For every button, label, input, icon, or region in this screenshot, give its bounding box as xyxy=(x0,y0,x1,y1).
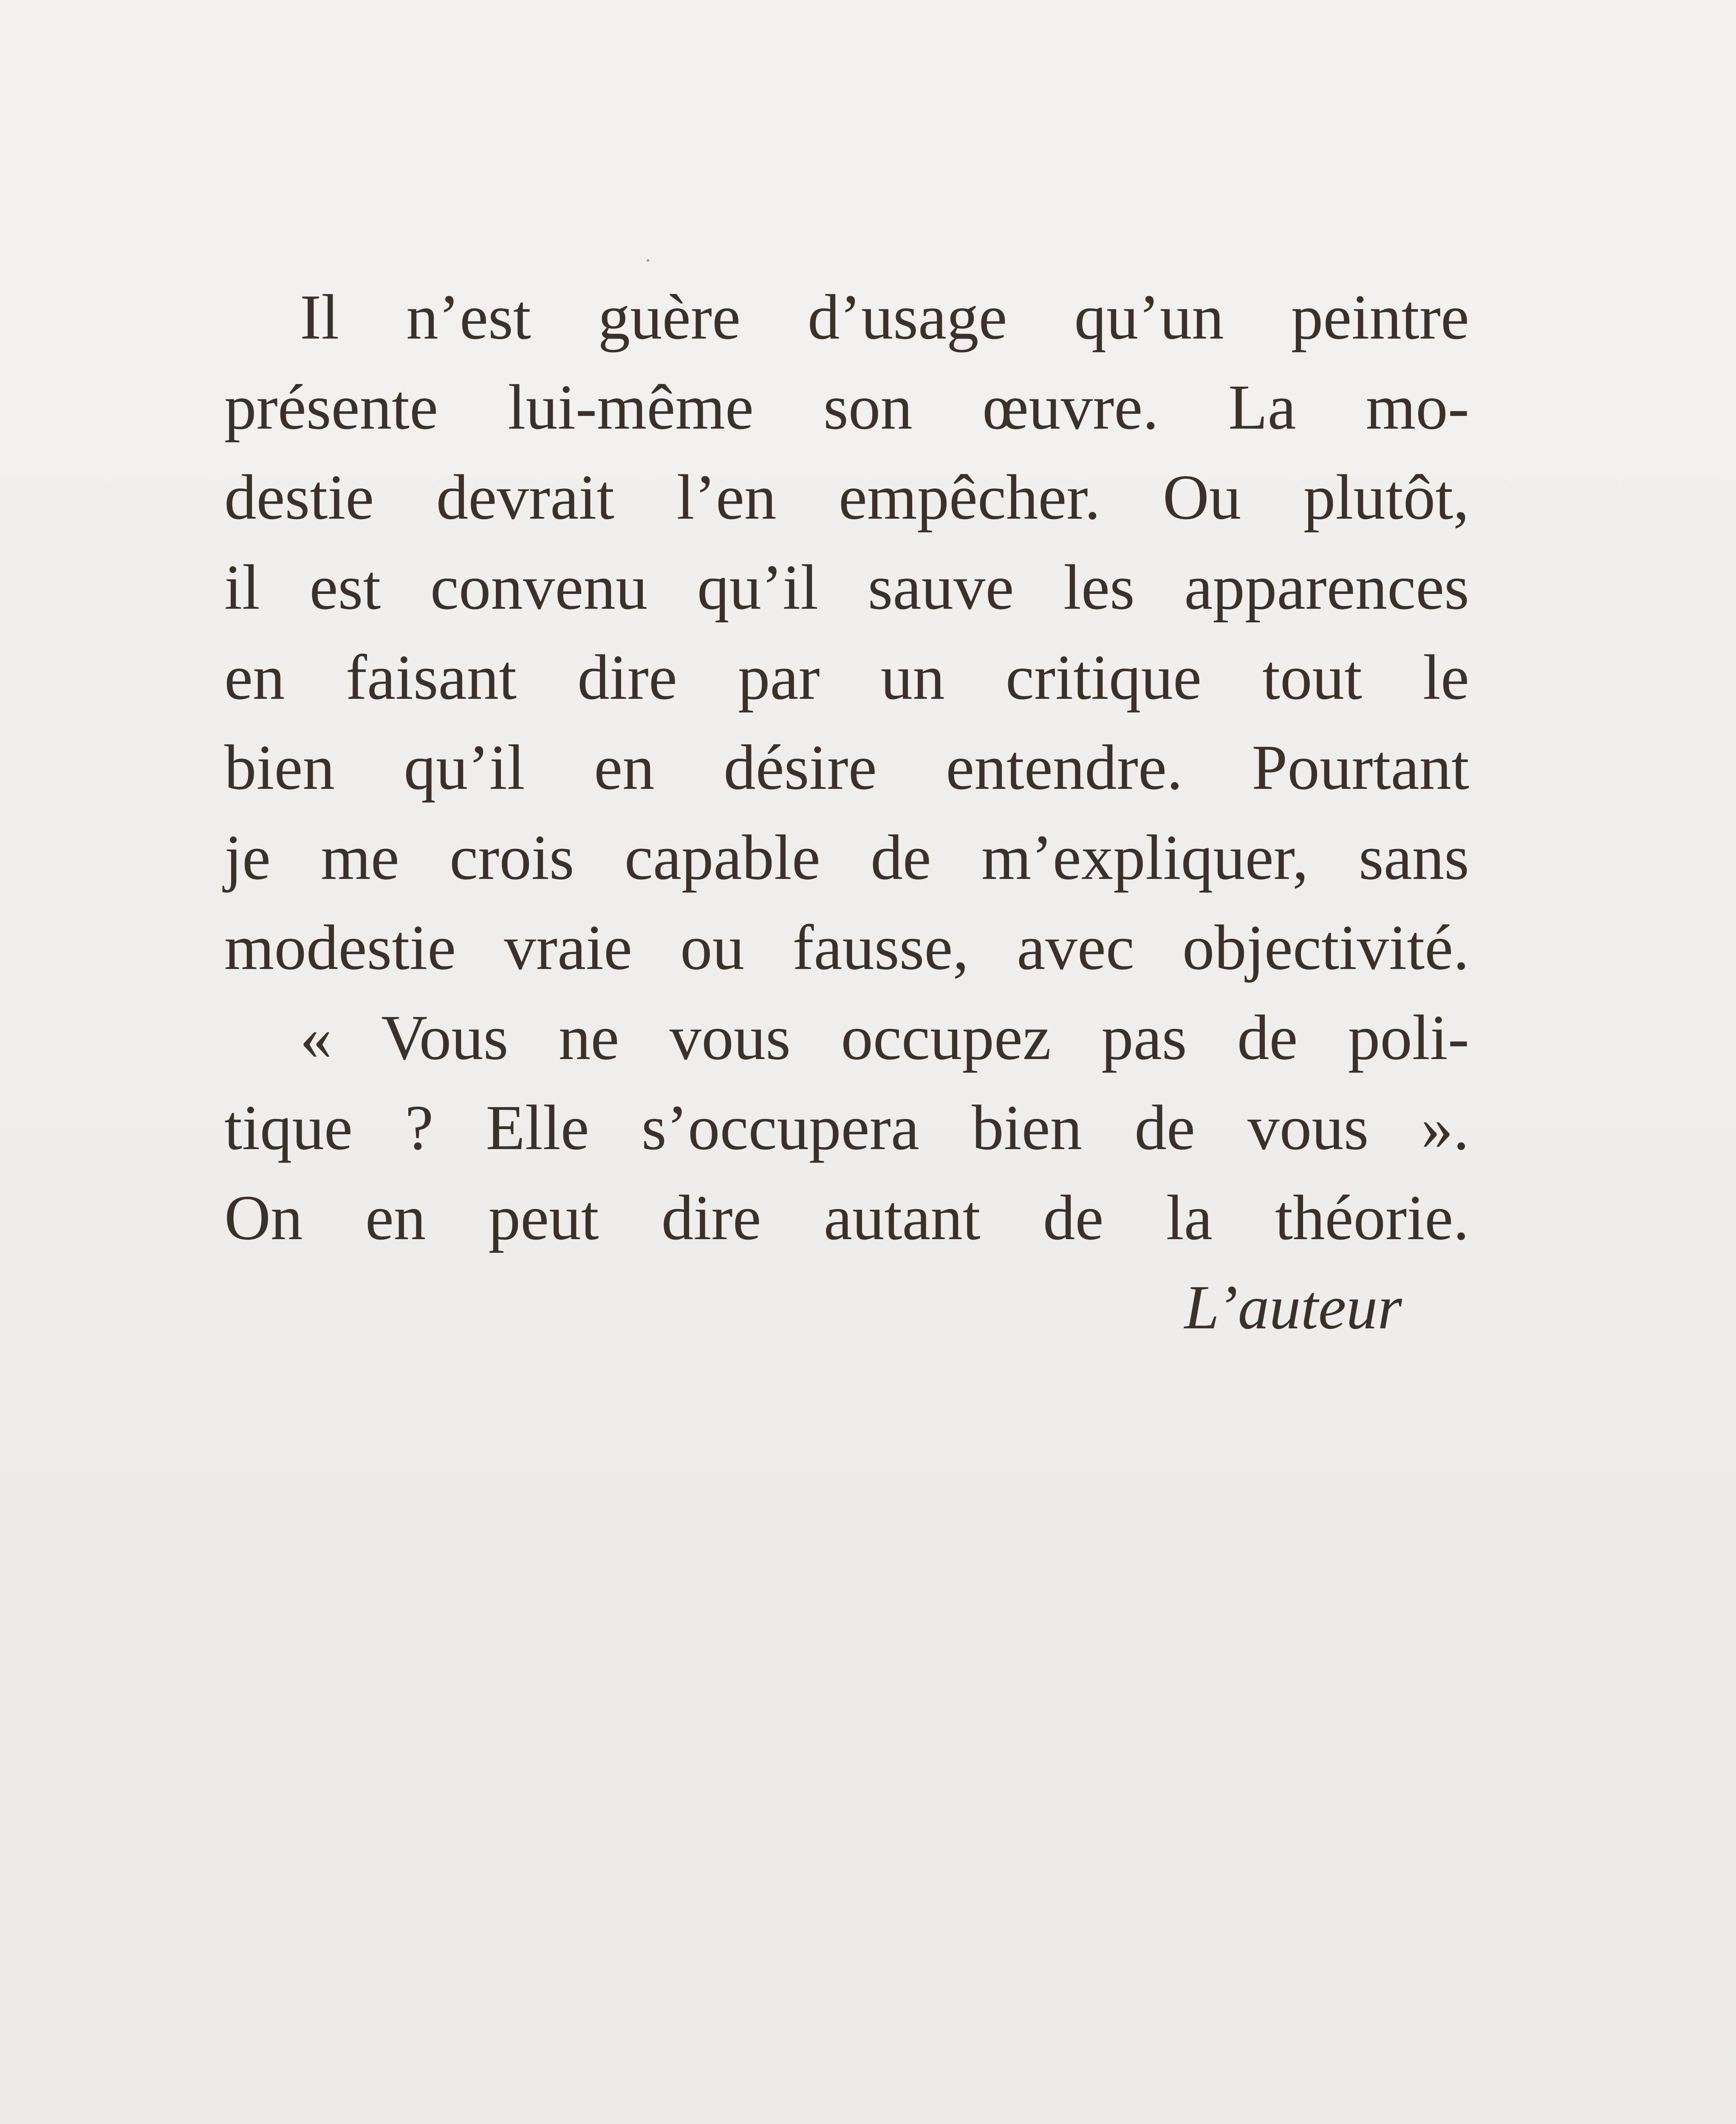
text-line: en faisant dire par un critique tout le xyxy=(224,641,1469,713)
paper-speck xyxy=(647,259,649,262)
text-line: bien qu’il en désire entendre. Pourtant xyxy=(224,732,1469,803)
text-line: « Vous ne vous occupez pas de poli- xyxy=(300,1002,1469,1073)
signature: L’auteur xyxy=(1184,1273,1402,1342)
text-line: présente lui-même son œuvre. La mo- xyxy=(224,371,1469,443)
text-line: Il n’est guère d’usage qu’un peintre xyxy=(300,281,1469,353)
text-line: tique ? Elle s’occupera bien de vous ». xyxy=(224,1092,1469,1163)
body-text xyxy=(224,272,1469,1263)
text-line: On en peut dire autant de la théorie. xyxy=(224,1182,1469,1253)
text-line: destie devrait l’en empêcher. Ou plutôt, xyxy=(224,461,1469,533)
text-line: modestie vraie ou fausse, avec objectivité. xyxy=(224,912,1469,983)
text-line: je me crois capable de m’expliquer, sans xyxy=(224,822,1469,893)
text-line: il est convenu qu’il sauve les apparences xyxy=(224,551,1469,623)
